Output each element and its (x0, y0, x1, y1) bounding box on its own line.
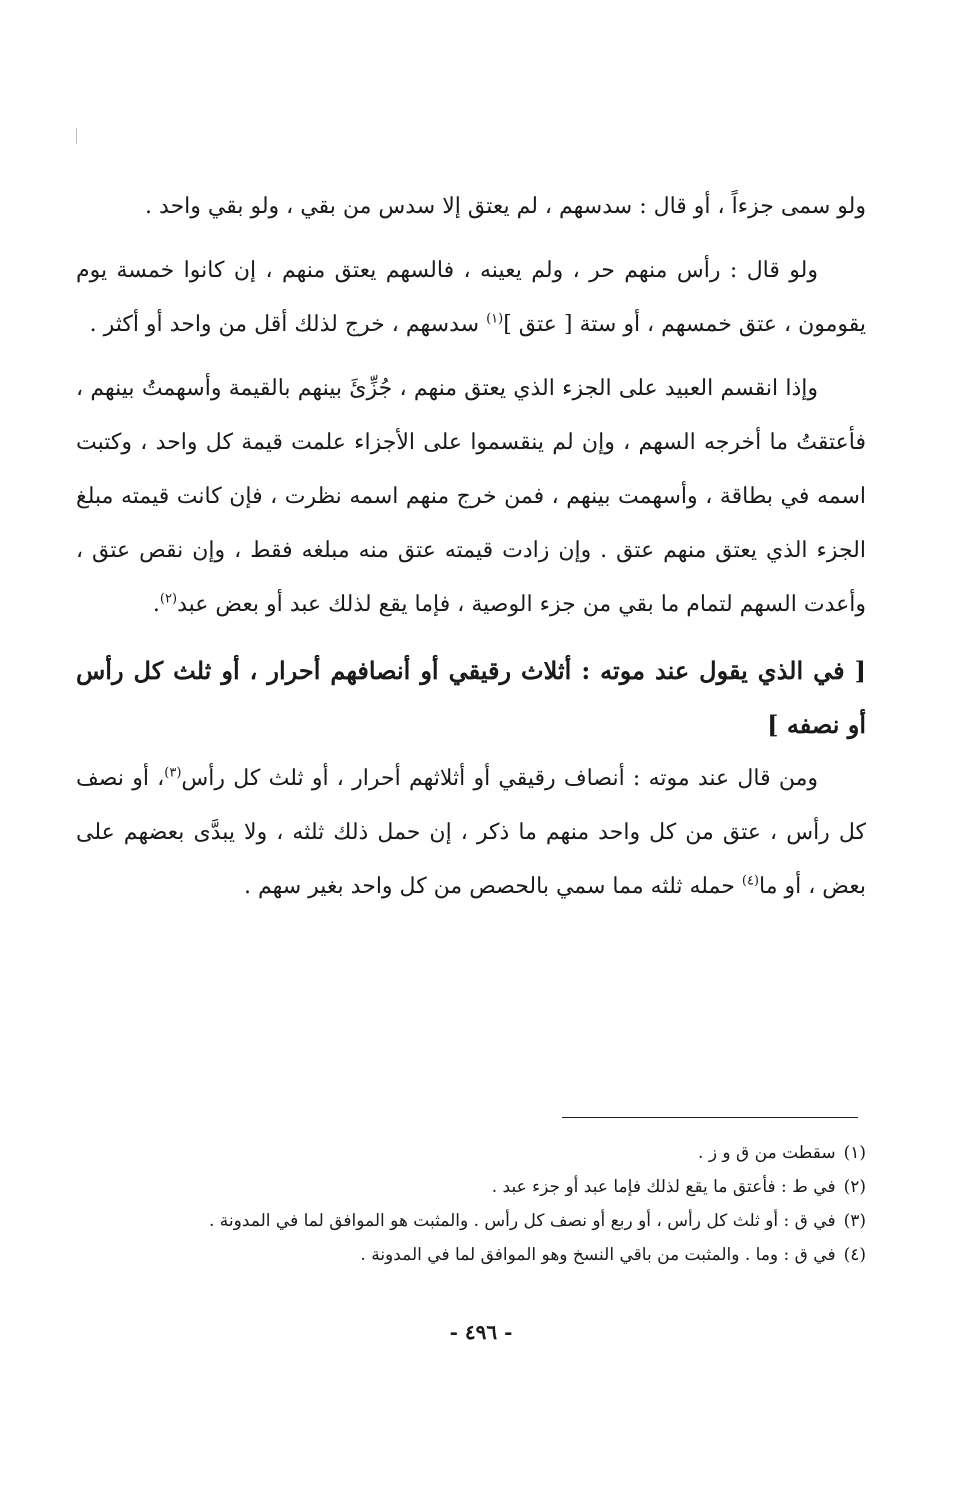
paragraph-3 (76, 362, 866, 632)
paragraph-4 (76, 752, 866, 914)
footnotes-list (76, 1136, 866, 1272)
footnote-text: في ق : أو ثلث كل رأس ، أو ربع أو نصف كل رأس . والمثبت هو الموافق لما في المدونة . (209, 1211, 836, 1231)
footnote-item (76, 1136, 866, 1170)
footnote-ref-4: (٤) (741, 873, 759, 889)
paragraph-1: ولو سمى جزءاً ، أو قال : سدسهم ، لم يعتق إلا سدس من بقي ، ولو بقي واحد . (145, 194, 866, 219)
main-text (76, 180, 866, 914)
footnote-item (76, 1204, 866, 1238)
chapter-heading: [ في الذي يقول عند موته : أثلاث رقيقي أو أنصافهم أحرار ، أو ثلث كل رأس أو نصفه ] (76, 656, 866, 739)
paragraph-3-text-a: وإذا انقسم العبيد على الجزء الذي يعتق منهم ، جُزِّئَ بينهم بالقيمة وأسهمتُ بينهم ، فأعتقتُ ما أخرجه السهم ، وإن لم ينقسموا على الأجزاء علمت قيمة كل واحد ، وكتبت اسمه في بطاقة ، وأسهمت بينهم ، فمن خرج منهم اسمه نظرت ، فإن كانت قيمته مبلغ الجزء الذي يعتق منهم عتق . وإن زادت قيمته عتق منه مبلغه فقط ، وإن نقص عتق ، وأعدت السهم لتمام ما بقي من جزء الوصية ، فإما يقع لذلك عبد أو بعض عبد (76, 376, 866, 617)
paragraph-2-text-b: سدسهم ، خرج لذلك أقل من واحد أو أكثر . (89, 312, 487, 337)
paragraph-4-text-b: ، أو نصف كل رأس ، عتق من كل واحد منهم ما ذكر ، إن حمل ذلك ثلثه ، ولا يبدَّى بعضهم على بعض ، أو ما (76, 766, 866, 899)
footnote-number: (٢) (843, 1177, 866, 1197)
paragraph-3-text-b: . (152, 592, 160, 617)
footnote-number: (٣) (843, 1211, 866, 1231)
paragraph-4-text-c: حمله ثلثه مما سمي بالحصص من كل واحد بغير سهم . (243, 874, 742, 899)
footnote-text: سقطت من ق و ز . (698, 1143, 836, 1163)
footnote-text: في ق : وما . والمثبت من باقي النسخ وهو الموافق لما في المدونة . (360, 1245, 836, 1265)
footnote-ref-3: (٣) (164, 765, 182, 781)
footnote-ref-2: (٢) (159, 591, 178, 607)
footnote-text: في ط : فأعتق ما يقع لذلك فإما عبد أو جزء عبد . (491, 1177, 836, 1197)
paragraph-2-text-a: ولو قال : رأس منهم حر ، ولم يعينه ، فالسهم يعتق منهم ، إن كانوا خمسة يوم يقومون ، عتق خمسهم ، أو ستة [ عتق ] (76, 258, 866, 337)
margin-mark (76, 128, 77, 144)
footnote-number: (١) (843, 1143, 866, 1163)
footnote-ref-1: (١) (486, 311, 504, 327)
footnote-number: (٤) (843, 1245, 866, 1265)
footnote-item (76, 1238, 866, 1272)
footnote-item (76, 1170, 866, 1204)
footnote-divider (562, 1117, 858, 1118)
paragraph-2 (76, 244, 866, 352)
page-number: - ٤٩٦ - (449, 1320, 513, 1344)
paragraph-4-text-a: ومن قال عند موته : أنصاف رقيقي أو أثلاثهم أحرار ، أو ثلث كل رأس (181, 766, 818, 791)
